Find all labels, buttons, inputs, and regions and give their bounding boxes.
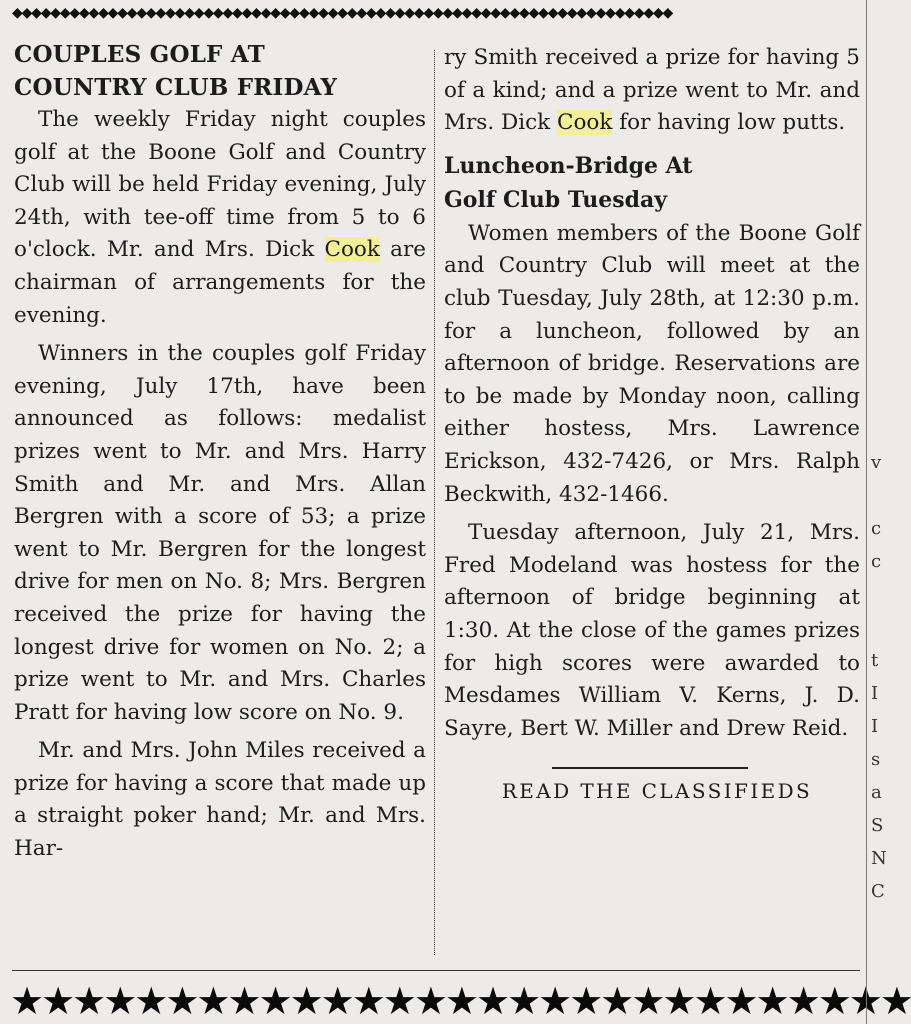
article-paragraph-3: Mr. and Mrs. John Miles received a prize for having a score that made up a straight poker hand; Mr. and Mrs. Har- bbox=[14, 738, 426, 862]
article-paragraph-1: The weekly Friday night couples golf at the Boone Golf and Country Club will be held Friday evening, July 24th, with tee-off time from 5 to 6 o'clock. Mr. and Mrs. Dick Cook are chairman of arrangements for the evening. bbox=[14, 107, 426, 328]
luncheon-paragraph-1: Women members of the Boone Golf and Country Club will meet at the club Tuesday, July 28th, at 12:30 p.m. for a luncheon, followed by an afternoon of bridge. Reservations are to be made by Monday noon, calling either hostess, Mrs. Lawrence Erickson, 432-7426, or Mrs. Ralph Beckwith, 432-1466. bbox=[444, 220, 860, 507]
headline-line-1: COUPLES GOLF AT bbox=[14, 41, 265, 68]
short-rule bbox=[552, 767, 748, 769]
search-highlight: Cook bbox=[324, 237, 380, 263]
article-continuation: ry Smith received a prize for having 5 of a kind; and a prize went to Mr. and Mrs. Dick Cook for having low putts. bbox=[444, 45, 860, 136]
subheadline-line-1: Luncheon-Bridge At bbox=[444, 152, 693, 179]
classifieds-notice: READ THE CLASSIFIEDS bbox=[501, 779, 813, 804]
diamond-border-top: ◆◆◆◆◆◆◆◆◆◆◆◆◆◆◆◆◆◆◆◆◆◆◆◆◆◆◆◆◆◆◆◆◆◆◆◆◆◆◆◆◆◆◆◆◆◆◆◆◆◆◆◆◆◆◆◆◆◆◆◆◆◆◆◆◆◆◆◆◆ bbox=[12, 5, 673, 21]
adjacent-column-letters: v c c t I I s a S N C bbox=[871, 452, 887, 902]
bottom-rule bbox=[12, 970, 860, 971]
subheadline-line-2: Golf Club Tuesday bbox=[444, 186, 667, 213]
search-highlight: Cook bbox=[557, 110, 613, 136]
star-border-bottom: ★★★★★★★★★★★★★★★★★★★★★★★★★★★★★ bbox=[10, 979, 911, 1023]
luncheon-paragraph-2: Tuesday afternoon, July 21, Mrs. Fred Modeland was hostess for the afternoon of bridge beginning at 1:30. At the close of the games prizes for high scores were awarded to Mesdames William V. Kerns, J. D. Sayre, Bert W. Miller and Drew Reid. bbox=[444, 520, 860, 741]
headline-line-2: COUNTRY CLUB FRIDAY bbox=[14, 74, 338, 101]
right-column bbox=[444, 42, 860, 803]
column-divider bbox=[434, 50, 436, 955]
article-paragraph-2: Winners in the couples golf Friday evening, July 17th, have been announced as follows: medalist prizes went to Mr. and Mrs. Harry Smith and Mr. and Mrs. Allan Bergren with a score of 53; a prize went to Mr. Bergren for the longest drive for men on No. 8; Mrs. Bergren received the prize for having the longest drive for women on No. 2; a prize went to Mr. and Mrs. Charles Pratt for having low score on No. 9. bbox=[14, 341, 426, 725]
left-column bbox=[14, 38, 426, 872]
